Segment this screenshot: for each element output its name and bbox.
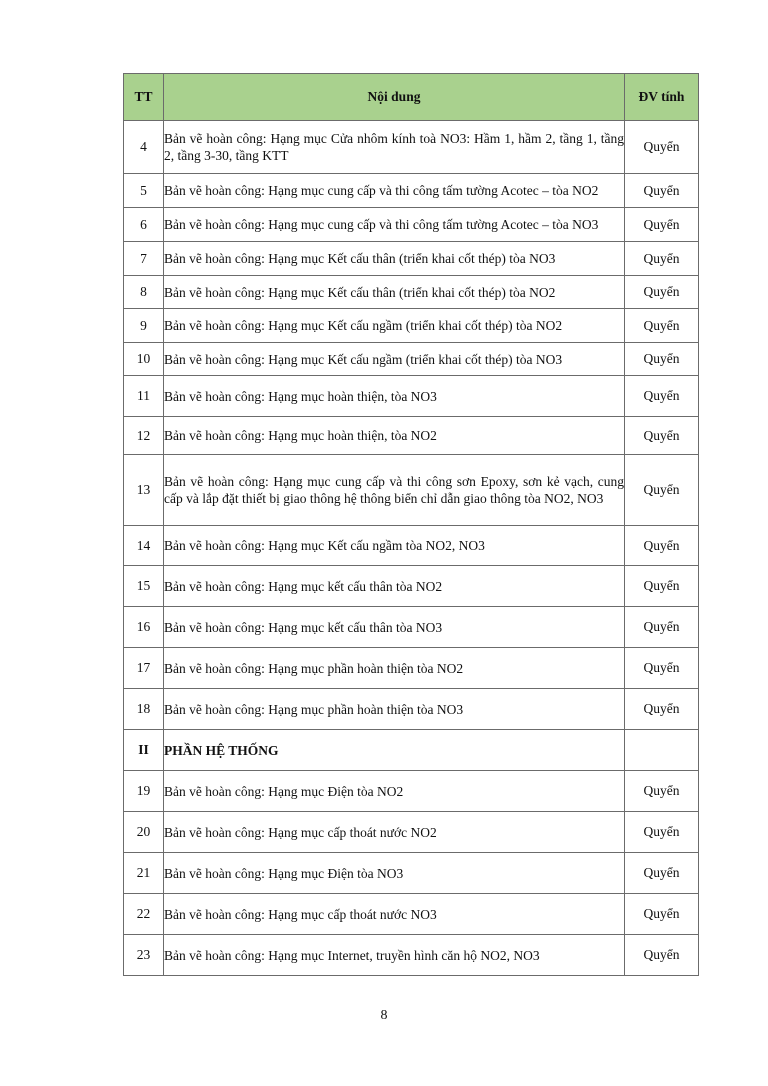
row-content: Bản vẽ hoàn công: Hạng mục Internet, truyền hình căn hộ NO2, NO3: [164, 935, 625, 976]
table-row: [124, 121, 699, 174]
row-unit: Quyển: [625, 526, 699, 566]
row-unit: Quyển: [625, 208, 699, 242]
table-body: [124, 121, 699, 976]
row-content: Bản vẽ hoàn công: Hạng mục hoàn thiện, tòa NO2: [164, 417, 625, 455]
table-row: [124, 689, 699, 730]
section-row: [124, 730, 699, 771]
row-content: Bản vẽ hoàn công: Hạng mục Kết cấu ngầm (triển khai cốt thép) tòa NO2: [164, 309, 625, 343]
table-row: [124, 526, 699, 566]
row-unit: [625, 730, 699, 771]
row-number: 15: [124, 566, 164, 607]
table-row: [124, 894, 699, 935]
table-row: [124, 276, 699, 309]
row-unit: Quyển: [625, 566, 699, 607]
row-content: Bản vẽ hoàn công: Hạng mục Kết cấu thân (triển khai cốt thép) tòa NO3: [164, 242, 625, 276]
row-number: 6: [124, 208, 164, 242]
row-unit: Quyển: [625, 376, 699, 417]
table-row: [124, 648, 699, 689]
row-content: Bản vẽ hoàn công: Hạng mục cấp thoát nước NO2: [164, 812, 625, 853]
document-table: [123, 73, 699, 976]
table-row: [124, 417, 699, 455]
header-unit: ĐV tính: [625, 74, 699, 121]
row-content: Bản vẽ hoàn công: Hạng mục Cửa nhôm kính toà NO3: Hầm 1, hầm 2, tầng 1, tầng 2, tầng 3-30, tầng KTT: [164, 121, 625, 174]
row-number: 7: [124, 242, 164, 276]
row-number: 13: [124, 455, 164, 526]
row-unit: Quyển: [625, 242, 699, 276]
row-content: Bản vẽ hoàn công: Hạng mục Điện tòa NO2: [164, 771, 625, 812]
row-number: 23: [124, 935, 164, 976]
row-unit: Quyển: [625, 935, 699, 976]
row-unit: Quyển: [625, 174, 699, 208]
row-content: Bản vẽ hoàn công: Hạng mục cung cấp và thi công sơn Epoxy, sơn kẻ vạch, cung cấp và lắp đặt thiết bị giao thông hệ thông biển chỉ dẫn giao thông tòa NO2, NO3: [164, 455, 625, 526]
row-number: 21: [124, 853, 164, 894]
row-unit: Quyển: [625, 771, 699, 812]
row-unit: Quyển: [625, 417, 699, 455]
row-unit: Quyển: [625, 894, 699, 935]
row-unit: Quyển: [625, 309, 699, 343]
row-unit: Quyển: [625, 607, 699, 648]
row-unit: Quyển: [625, 455, 699, 526]
row-number: 14: [124, 526, 164, 566]
row-content: Bản vẽ hoàn công: Hạng mục cấp thoát nước NO3: [164, 894, 625, 935]
table-row: [124, 812, 699, 853]
table-row: [124, 607, 699, 648]
row-content: Bản vẽ hoàn công: Hạng mục Kết cấu ngầm (triển khai cốt thép) tòa NO3: [164, 343, 625, 376]
row-number: 4: [124, 121, 164, 174]
table-row: [124, 174, 699, 208]
row-unit: Quyển: [625, 689, 699, 730]
row-number: 5: [124, 174, 164, 208]
row-unit: Quyển: [625, 853, 699, 894]
row-content: Bản vẽ hoàn công: Hạng mục hoàn thiện, tòa NO3: [164, 376, 625, 417]
row-content: Bản vẽ hoàn công: Hạng mục phần hoàn thiện tòa NO2: [164, 648, 625, 689]
row-content: Bản vẽ hoàn công: Hạng mục Điện tòa NO3: [164, 853, 625, 894]
table-header-row: [124, 74, 699, 121]
row-number: 18: [124, 689, 164, 730]
header-tt: TT: [124, 74, 164, 121]
row-unit: Quyển: [625, 121, 699, 174]
row-content: Bản vẽ hoàn công: Hạng mục kết cấu thân tòa NO2: [164, 566, 625, 607]
row-number: 17: [124, 648, 164, 689]
header-content: Nội dung: [164, 74, 625, 121]
table-row: [124, 771, 699, 812]
row-unit: Quyển: [625, 812, 699, 853]
row-number: 8: [124, 276, 164, 309]
row-number: 11: [124, 376, 164, 417]
row-content: PHẦN HỆ THỐNG: [164, 730, 625, 771]
row-number: 20: [124, 812, 164, 853]
table-row: [124, 935, 699, 976]
table-row: [124, 309, 699, 343]
table-row: [124, 208, 699, 242]
row-content: Bản vẽ hoàn công: Hạng mục phần hoàn thiện tòa NO3: [164, 689, 625, 730]
row-number: 16: [124, 607, 164, 648]
row-number: 10: [124, 343, 164, 376]
row-unit: Quyển: [625, 648, 699, 689]
row-content: Bản vẽ hoàn công: Hạng mục cung cấp và thi công tấm tường Acotec – tòa NO3: [164, 208, 625, 242]
table-row: [124, 376, 699, 417]
table-row: [124, 566, 699, 607]
row-number: II: [124, 730, 164, 771]
row-number: 9: [124, 309, 164, 343]
table-row: [124, 242, 699, 276]
table-row: [124, 343, 699, 376]
table-row: [124, 853, 699, 894]
row-unit: Quyển: [625, 276, 699, 309]
row-number: 12: [124, 417, 164, 455]
table-row: [124, 455, 699, 526]
row-unit: Quyển: [625, 343, 699, 376]
row-content: Bản vẽ hoàn công: Hạng mục Kết cấu thân (triển khai cốt thép) tòa NO2: [164, 276, 625, 309]
row-number: 22: [124, 894, 164, 935]
row-content: Bản vẽ hoàn công: Hạng mục cung cấp và thi công tấm tường Acotec – tòa NO2: [164, 174, 625, 208]
row-number: 19: [124, 771, 164, 812]
row-content: Bản vẽ hoàn công: Hạng mục Kết cấu ngầm tòa NO2, NO3: [164, 526, 625, 566]
row-content: Bản vẽ hoàn công: Hạng mục kết cấu thân tòa NO3: [164, 607, 625, 648]
page-number: 8: [380, 1008, 388, 1023]
